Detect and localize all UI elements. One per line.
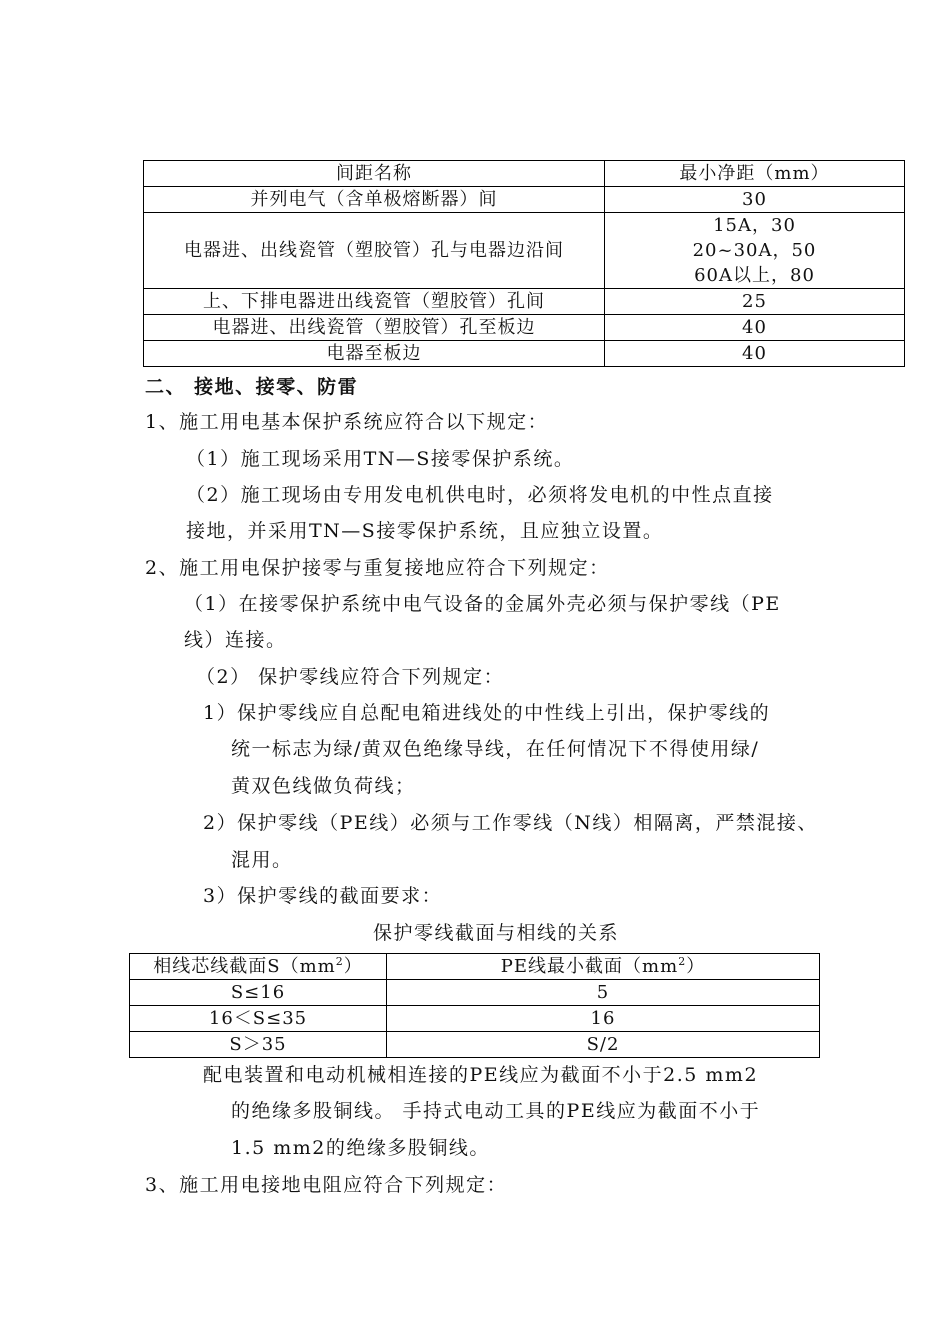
paragraph: 配电装置和电动机械相连接的PE线应为截面不小于2.5 mm2 xyxy=(203,1064,759,1086)
table-cell: 25 xyxy=(605,289,905,315)
paragraph: 3）保护零线的截面要求： xyxy=(203,885,443,907)
pe-section-table xyxy=(129,953,820,1058)
table-cell: 30 xyxy=(605,187,905,213)
paragraph: （2）施工现场由专用发电机供电时，必须将发电机的中性点直接 xyxy=(186,484,774,506)
table-row xyxy=(130,980,820,1006)
paragraph: 1.5 mm2的绝缘多股铜线。 xyxy=(231,1137,490,1159)
table-header-cell: 间距名称 xyxy=(144,161,605,187)
table-cell: S＞35 xyxy=(130,1032,387,1058)
paragraph: 混用。 xyxy=(231,849,293,871)
table-caption: 保护零线截面与相线的关系 xyxy=(373,922,620,944)
paragraph: 线）连接。 xyxy=(184,629,287,651)
table-cell-line: 60A以上，80 xyxy=(694,265,815,286)
table-cell: 并列电气（含单极熔断器）间 xyxy=(144,187,605,213)
paragraph: （1）在接零保护系统中电气设备的金属外壳必须与保护零线（PE xyxy=(184,593,781,615)
table-cell: 16 xyxy=(387,1006,820,1032)
table-cell-line: 20~30A，50 xyxy=(692,240,817,261)
table-cell: 40 xyxy=(605,315,905,341)
table-row xyxy=(144,213,905,289)
table-cell: 电器至板边 xyxy=(144,341,605,367)
table-row xyxy=(144,289,905,315)
table-row xyxy=(130,1006,820,1032)
paragraph: 3、施工用电接地电阻应符合下列规定： xyxy=(145,1174,508,1196)
table-header-cell: PE线最小截面$(mm^2)$ xyxy=(387,954,820,980)
table-row xyxy=(130,1032,820,1058)
table-cell: 40 xyxy=(605,341,905,367)
paragraph: 统一标志为绿/黄双色绝缘导线，在任何情况下不得使用绿/ xyxy=(231,738,760,760)
table-header-row xyxy=(144,161,905,187)
section-heading: 二、 接地、接零、防雷 xyxy=(145,376,359,398)
table-cell: S/2 xyxy=(387,1032,820,1058)
table-row xyxy=(144,187,905,213)
table-row xyxy=(144,341,905,367)
table-cell: 电器进、出线瓷管（塑胶管）孔与电器边沿间 xyxy=(144,213,605,289)
paragraph: 黄双色线做负荷线； xyxy=(231,775,416,797)
paragraph: （1）施工现场采用TN—S接零保护系统。 xyxy=(186,448,575,470)
table-row xyxy=(144,315,905,341)
table-header-row xyxy=(130,954,820,980)
table-cell-line: 15A，30 xyxy=(713,215,796,236)
paragraph: 2）保护零线（PE线）必须与工作零线（N线）相隔离，严禁混接、 xyxy=(203,812,818,834)
paragraph: 1、施工用电基本保护系统应符合以下规定： xyxy=(145,411,549,433)
table-cell: 上、下排电器进出线瓷管（塑胶管）孔间 xyxy=(144,289,605,315)
table-cell: 16＜S≤35 xyxy=(130,1006,387,1032)
paragraph: 1）保护零线应自总配电箱进线处的中性线上引出，保护零线的 xyxy=(203,702,771,724)
spacing-table xyxy=(143,160,905,367)
table-header-cell: 最小净距（mm） xyxy=(605,161,905,187)
table-cell xyxy=(605,213,905,289)
paragraph: （2） 保护零线应符合下列规定： xyxy=(196,666,505,688)
table-cell: S≤16 xyxy=(130,980,387,1006)
paragraph: 接地，并采用TN—S接零保护系统，且应独立设置。 xyxy=(186,520,664,542)
paragraph: 2、施工用电保护接零与重复接地应符合下列规定： xyxy=(145,557,610,579)
table-cell: 电器进、出线瓷管（塑胶管）孔至板边 xyxy=(144,315,605,341)
table-cell: 5 xyxy=(387,980,820,1006)
table-header-cell: 相线芯线截面$S(mm^2)$ xyxy=(130,954,387,980)
paragraph: 的绝缘多股铜线。 手持式电动工具的PE线应为截面不小于 xyxy=(231,1100,761,1122)
